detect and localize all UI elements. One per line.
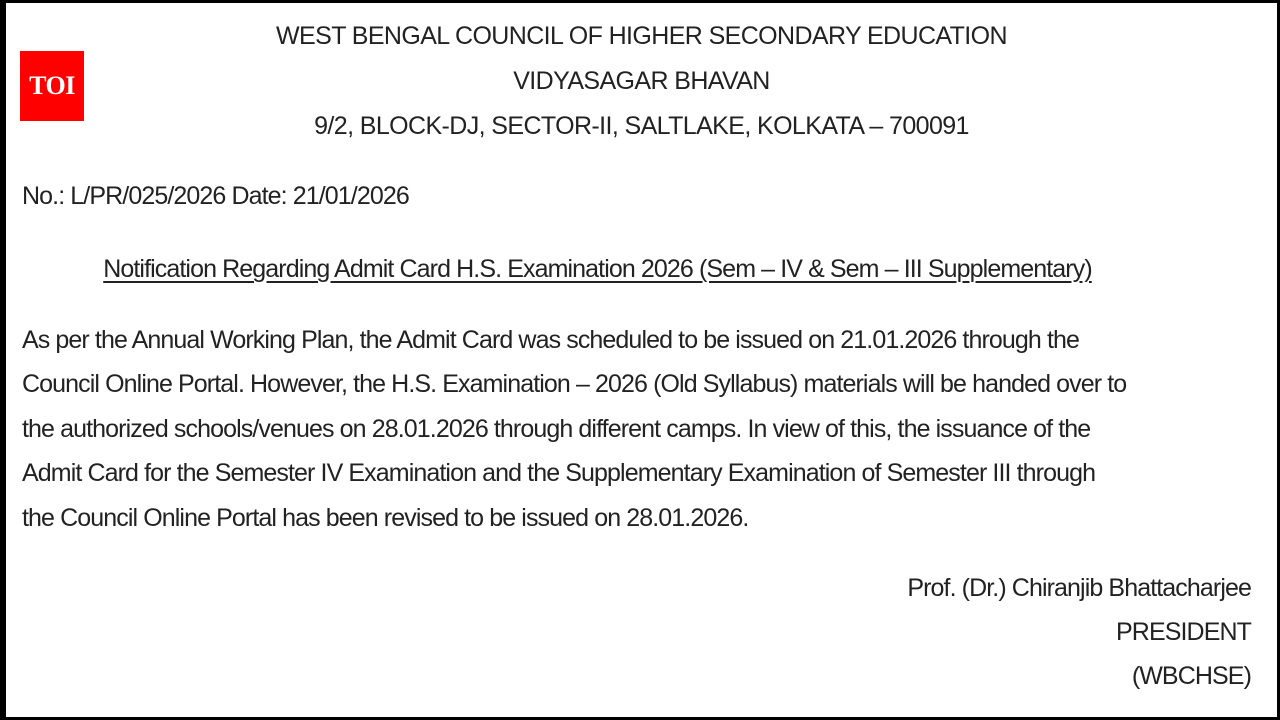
- reference-number: No.: L/PR/025/2026 Date: 21/01/2026: [22, 182, 409, 210]
- body-line: the authorized schools/venues on 28.01.2026 through different camps. In view of this, the issuance of the: [22, 415, 1091, 443]
- body-line: Council Online Portal. However, the H.S. Examination – 2026 (Old Syllabus) materials will be handed over to: [22, 370, 1127, 398]
- signatory-designation: PRESIDENT: [1116, 618, 1251, 646]
- body-line: As per the Annual Working Plan, the Admit Card was scheduled to be issued on 21.01.2026 through the: [22, 326, 1080, 354]
- address: 9/2, BLOCK-DJ, SECTOR-II, SALTLAKE, KOLKATA – 700091: [314, 112, 969, 140]
- signatory-org: (WBCHSE): [1131, 662, 1251, 690]
- signatory-name: Prof. (Dr.) Chiranjib Bhattacharjee: [907, 574, 1251, 602]
- body-line: the Council Online Portal has been revised to be issued on 28.01.2026.: [22, 504, 749, 532]
- body-line: Admit Card for the Semester IV Examination and the Supplementary Examination of Semester III through: [22, 459, 1096, 487]
- toi-logo: TOI: [20, 51, 84, 121]
- notice-document: [6, 3, 1277, 717]
- notification-title: Notification Regarding Admit Card H.S. Examination 2026 (Sem – IV & Sem – III Supplementary): [103, 255, 1092, 283]
- building-name: VIDYASAGAR BHAVAN: [513, 67, 770, 95]
- org-name: WEST BENGAL COUNCIL OF HIGHER SECONDARY EDUCATION: [276, 22, 1007, 50]
